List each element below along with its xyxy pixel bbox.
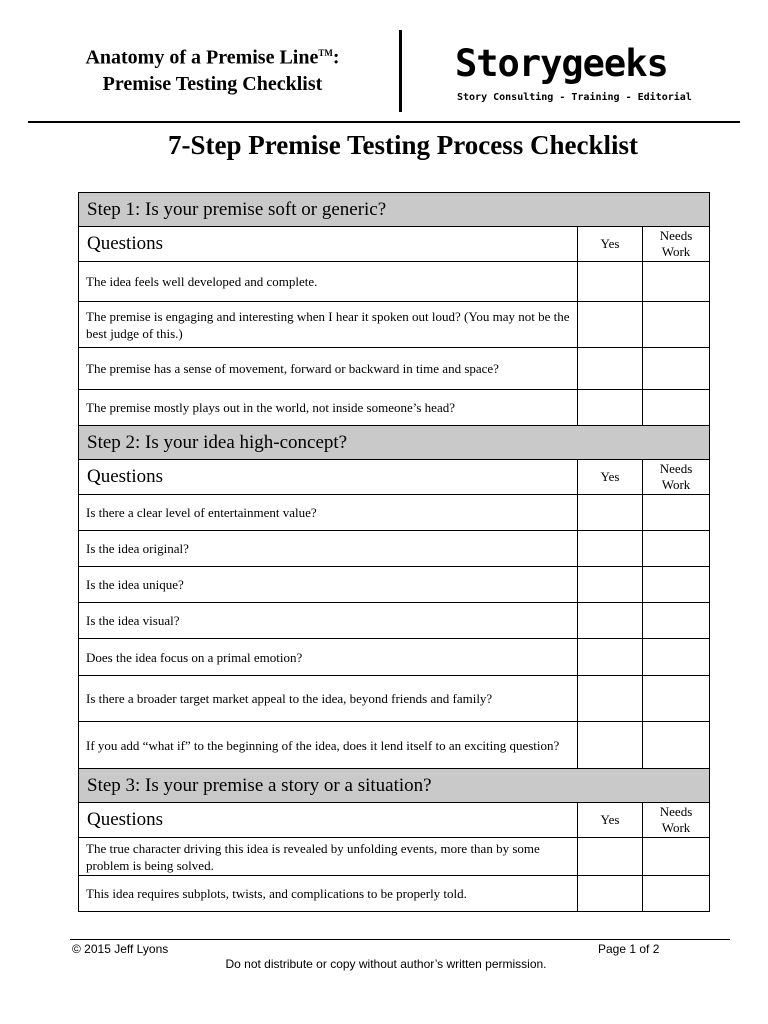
question-text: Is the idea unique?	[79, 567, 578, 603]
checklist-row	[79, 838, 710, 876]
question-text: Does the idea focus on a primal emotion?	[79, 639, 578, 676]
needs-work-checkbox-cell[interactable]	[643, 262, 710, 302]
questions-header: Questions	[79, 227, 578, 262]
questions-header: Questions	[79, 460, 578, 495]
checklist-row	[79, 876, 710, 912]
step-title: Step 2: Is your idea high-concept?	[79, 426, 710, 460]
needs-work-checkbox-cell[interactable]	[643, 639, 710, 676]
question-text: The true character driving this idea is revealed by unfolding events, more than by some problem is being solved.	[79, 838, 578, 876]
checklist-row	[79, 262, 710, 302]
yes-header: Yes	[578, 460, 643, 495]
header-divider	[399, 30, 402, 112]
needs-work-checkbox-cell[interactable]	[643, 722, 710, 769]
yes-checkbox-cell[interactable]	[578, 390, 643, 426]
question-text: Is the idea original?	[79, 531, 578, 567]
yes-checkbox-cell[interactable]	[578, 603, 643, 639]
header-title-line2: Premise Testing Checklist	[102, 72, 323, 95]
checklist-row	[79, 567, 710, 603]
step-header-row	[79, 426, 710, 460]
footer-rule	[70, 939, 730, 940]
checklist-row	[79, 390, 710, 426]
footer-page-number: Page 1 of 2	[598, 942, 660, 956]
needs-work-checkbox-cell[interactable]	[643, 676, 710, 722]
question-text: The premise has a sense of movement, forward or backward in time and space?	[79, 348, 578, 390]
needs-work-checkbox-cell[interactable]	[643, 302, 710, 348]
trademark-mark: TM	[318, 48, 333, 58]
yes-checkbox-cell[interactable]	[578, 531, 643, 567]
yes-checkbox-cell[interactable]	[578, 348, 643, 390]
needs-work-checkbox-cell[interactable]	[643, 567, 710, 603]
checklist-row	[79, 302, 710, 348]
yes-checkbox-cell[interactable]	[578, 262, 643, 302]
needs-work-checkbox-cell[interactable]	[643, 838, 710, 876]
question-text: This idea requires subplots, twists, and complications to be properly told.	[79, 876, 578, 912]
yes-checkbox-cell[interactable]	[578, 567, 643, 603]
column-header-row	[79, 227, 710, 262]
checklist-row	[79, 348, 710, 390]
question-text: Is the idea visual?	[79, 603, 578, 639]
needs-work-header: Needs Work	[643, 460, 710, 495]
document-header	[0, 0, 768, 122]
needs-work-header: Needs Work	[643, 227, 710, 262]
yes-checkbox-cell[interactable]	[578, 876, 643, 912]
question-text: If you add “what if” to the beginning of the idea, does it lend itself to an exciting question?	[79, 722, 578, 769]
question-text: The premise is engaging and interesting when I hear it spoken out loud? (You may not be the best judge of this.)	[79, 302, 578, 348]
question-text: Is there a clear level of entertainment value?	[79, 495, 578, 531]
yes-checkbox-cell[interactable]	[578, 639, 643, 676]
yes-header: Yes	[578, 227, 643, 262]
step-title: Step 1: Is your premise soft or generic?	[79, 193, 710, 227]
step-header-row	[79, 769, 710, 803]
column-header-row	[79, 460, 710, 495]
needs-work-checkbox-cell[interactable]	[643, 348, 710, 390]
needs-work-header: Needs Work	[643, 803, 710, 838]
question-text: The idea feels well developed and complete.	[79, 262, 578, 302]
brand-tagline: Story Consulting - Training - Editorial	[457, 92, 692, 103]
yes-checkbox-cell[interactable]	[578, 302, 643, 348]
question-text: Is there a broader target market appeal to the idea, beyond friends and family?	[79, 676, 578, 722]
questions-header: Questions	[79, 803, 578, 838]
header-title-line1: Anatomy of a Premise Line™:	[85, 46, 340, 69]
header-rule	[28, 121, 740, 123]
checklist-row	[79, 639, 710, 676]
yes-header: Yes	[578, 803, 643, 838]
footer-notice: Do not distribute or copy without author’s written permission.	[225, 957, 547, 971]
header-title	[40, 40, 385, 97]
footer-copyright: © 2015 Jeff Lyons	[72, 942, 169, 956]
step-header-row	[79, 193, 710, 227]
column-header-row	[79, 803, 710, 838]
step-title: Step 3: Is your premise a story or a situation?	[79, 769, 710, 803]
needs-work-checkbox-cell[interactable]	[643, 876, 710, 912]
needs-work-checkbox-cell[interactable]	[643, 531, 710, 567]
needs-work-checkbox-cell[interactable]	[643, 603, 710, 639]
checklist-row	[79, 531, 710, 567]
checklist-row	[79, 603, 710, 639]
needs-work-checkbox-cell[interactable]	[643, 390, 710, 426]
yes-checkbox-cell[interactable]	[578, 676, 643, 722]
document-title: 7-Step Premise Testing Process Checklist	[168, 130, 638, 160]
checklist-row	[79, 722, 710, 769]
yes-checkbox-cell[interactable]	[578, 838, 643, 876]
checklist-table	[78, 192, 710, 912]
question-text: The premise mostly plays out in the world, not inside someone’s head?	[79, 390, 578, 426]
yes-checkbox-cell[interactable]	[578, 495, 643, 531]
needs-work-checkbox-cell[interactable]	[643, 495, 710, 531]
yes-checkbox-cell[interactable]	[578, 722, 643, 769]
checklist-row	[79, 676, 710, 722]
brand-logo: Storygeeks	[455, 42, 668, 85]
checklist-row	[79, 495, 710, 531]
